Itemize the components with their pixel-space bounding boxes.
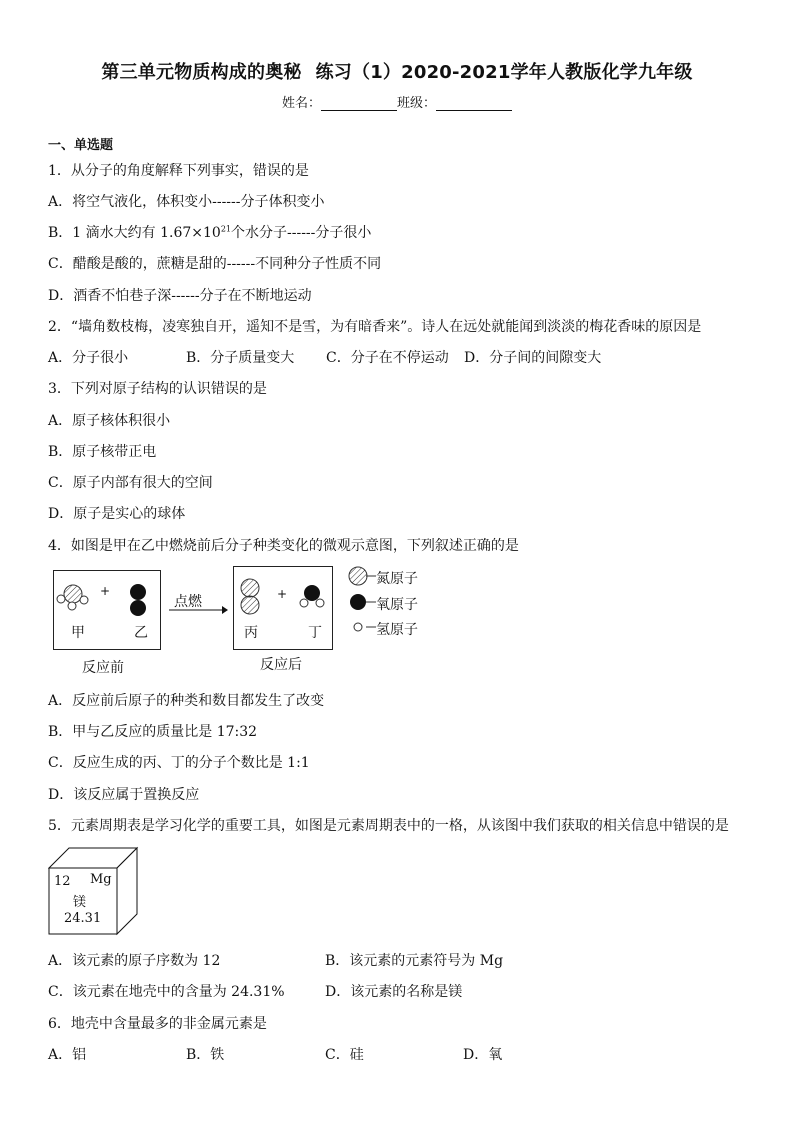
q4-option-b: B．甲与乙反应的质量比是 17:32: [48, 724, 258, 740]
q2-option-c: C．分子在不停运动: [326, 350, 449, 366]
q1-b-text: B．1 滴水大约有 1.67×10: [48, 225, 221, 241]
q6-option-b: B．铁: [186, 1047, 225, 1063]
h-atom-icon: [316, 599, 324, 607]
q4-option-d: D．该反应属于置换反应: [48, 787, 200, 803]
q6-option-a: A．铝: [48, 1047, 87, 1063]
q5-stem: 5．元素周期表是学习化学的重要工具，如图是元素周期表中的一格，从该图中我们获取的相关信息中错误的是: [48, 818, 729, 834]
q3-option-d: D．原子是实心的球体: [48, 506, 186, 522]
name-class-line: [0, 92, 794, 111]
label-before: 反应前: [82, 660, 124, 676]
title-part1: 第三单元物质构成的奥秘: [101, 62, 302, 83]
label-jia: 甲: [71, 625, 85, 641]
q2-option-a: A．分子很小: [48, 350, 129, 366]
q1-option-a: A．将空气液化，体积变小------分子体积变小: [48, 194, 325, 210]
q4-stem: 4．如图是甲在乙中燃烧前后分子种类变化的微观示意图，下列叙述正确的是: [48, 538, 519, 554]
name-blank[interactable]: [321, 98, 397, 111]
n-atom-icon: [64, 585, 82, 603]
element-symbol: Mg: [90, 872, 112, 887]
o-atom-icon: [304, 585, 320, 601]
q5-option-d: D．该元素的名称是镁: [325, 984, 463, 1000]
n-atom-icon: [349, 567, 367, 585]
plus-sign: +: [100, 584, 111, 598]
n-atom-icon: [241, 579, 259, 597]
q1-option-c: C．醋酸是酸的，蔗糖是甜的------不同种分子性质不同: [48, 256, 382, 272]
section-heading: 一、单选题: [48, 138, 114, 153]
page-title: [0, 58, 794, 84]
legend-nitrogen: 氮原子: [376, 571, 418, 587]
q1-option-d: D．酒香不怕巷子深------分子在不断地运动: [48, 288, 312, 304]
o-atom-icon: [130, 600, 146, 616]
o-atom-icon: [350, 594, 366, 610]
q3-option-a: A．原子核体积很小: [48, 413, 171, 429]
class-blank[interactable]: [436, 98, 512, 111]
label-after: 反应后: [260, 657, 302, 673]
q1-stem: 1．从分子的角度解释下列事实，错误的是: [48, 163, 309, 179]
q6-stem: 6．地壳中含量最多的非金属元素是: [48, 1016, 267, 1032]
arrow-icon: [168, 604, 228, 616]
q1-b-exponent: 21: [220, 224, 231, 234]
q5-option-a: A．该元素的原子序数为 12: [48, 953, 221, 969]
o-atom-icon: [130, 584, 146, 600]
h-atom-icon: [57, 595, 65, 603]
q3-option-b: B．原子核带正电: [48, 444, 157, 460]
q3-option-c: C．原子内部有很大的空间: [48, 475, 213, 491]
q1-b-text-post: 个水分子------分子很小: [231, 225, 372, 241]
q3-stem: 3．下列对原子结构的认识错误的是: [48, 381, 267, 397]
title-part2: 练习（1）2020-2021学年人教版化学九年级: [315, 62, 693, 83]
legend-hydrogen: 氢原子: [376, 622, 418, 638]
q5-option-b: B．该元素的元素符号为 Mg: [325, 953, 504, 969]
reaction-diagram: [0, 560, 794, 680]
q2-stem: 2．“墙角数枝梅，凌寒独自开，遥知不是雪，为有暗香来”。诗人在远处就能闻到淡淡的梅花香味的原因是: [48, 319, 702, 335]
q1-option-b: [48, 222, 371, 242]
q5-option-c: C．该元素在地壳中的含量为 24.31%: [48, 984, 285, 1000]
h-atom-icon: [80, 596, 88, 604]
h-atom-icon: [300, 599, 308, 607]
legend-oxygen: 氧原子: [376, 597, 418, 613]
q6-option-c: C．硅: [325, 1047, 364, 1063]
q4-option-c: C．反应生成的丙、丁的分子个数比是 1:1: [48, 755, 310, 771]
n-atom-icon: [241, 596, 259, 614]
q4-option-a: A．反应前后原子的种类和数目都发生了改变: [48, 693, 325, 709]
label-bing: 丙: [244, 625, 258, 641]
arrow-label: 点燃: [174, 594, 202, 610]
plus-sign: +: [277, 587, 288, 601]
q2-option-d: D．分子间的间隙变大: [464, 350, 602, 366]
label-ding: 丁: [308, 625, 322, 641]
atomic-number: 12: [54, 874, 71, 889]
q2-option-b: B．分子质量变大: [186, 350, 295, 366]
label-yi: 乙: [134, 625, 148, 641]
q6-option-d: D．氧: [463, 1047, 503, 1063]
class-label: 班级：: [397, 96, 437, 111]
h-atom-icon: [354, 623, 362, 631]
name-label: 姓名：: [281, 96, 321, 111]
h-atom-icon: [68, 602, 76, 610]
element-name: 镁: [73, 895, 87, 910]
atomic-mass: 24.31: [64, 911, 102, 926]
